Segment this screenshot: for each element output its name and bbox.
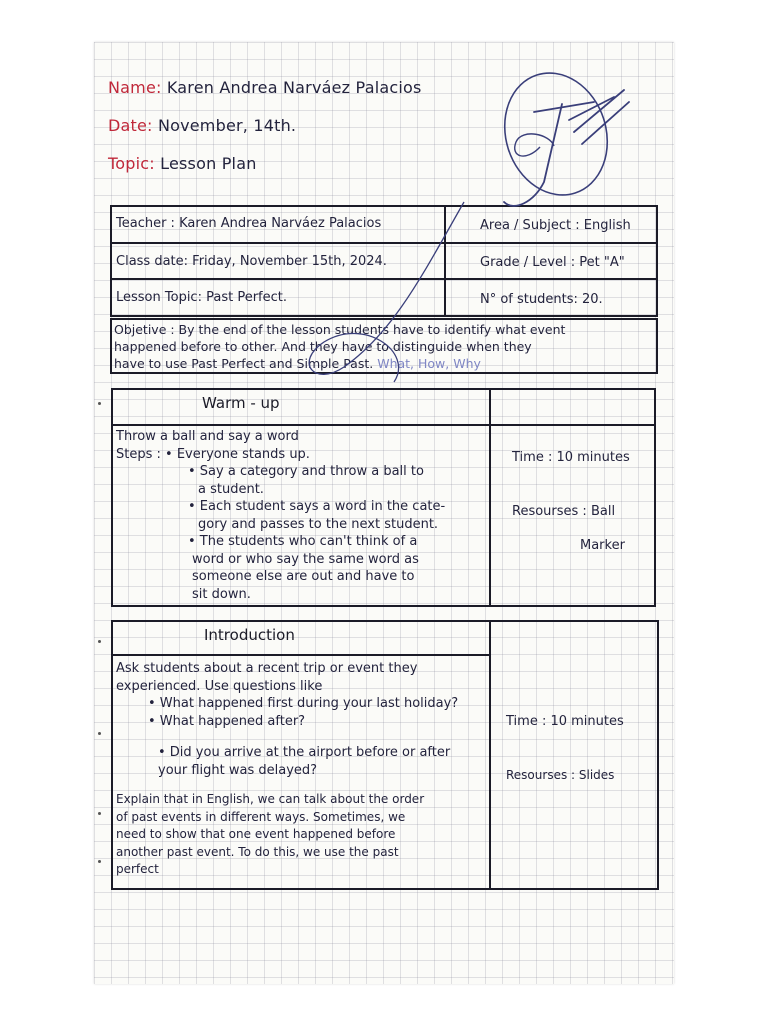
introduction-title: Introduction bbox=[204, 626, 295, 644]
warmup-line: • The students who can't think of a bbox=[188, 534, 418, 549]
notebook-page bbox=[94, 42, 674, 984]
objective-line: Objetive : By the end of the lesson students have to identify what event bbox=[114, 322, 566, 337]
name-line bbox=[108, 78, 422, 97]
date-value: November, 14th. bbox=[157, 116, 297, 135]
warmup-line: Steps : • Everyone stands up. bbox=[116, 446, 310, 462]
teacher-cell: Teacher : Karen Andrea Narváez Palacios bbox=[116, 216, 382, 231]
introduction-resources: Resourses : Slides bbox=[506, 768, 615, 782]
introduction-line: Ask students about a recent trip or event they bbox=[116, 661, 418, 676]
introduction-line: • What happened after? bbox=[148, 713, 306, 729]
date-label: Date: bbox=[108, 116, 153, 135]
objective-tail: What, How, Why bbox=[377, 356, 481, 371]
section-rule bbox=[111, 654, 491, 656]
students-cell: N° of students: 20. bbox=[480, 292, 603, 307]
section-rule bbox=[489, 620, 491, 890]
warmup-line: • Each student says a word in the cate- bbox=[188, 499, 446, 514]
warmup-line: gory and passes to the next student. bbox=[198, 516, 439, 532]
warmup-line: a student. bbox=[198, 481, 264, 497]
objective-line: happened before to other. And they have to distinguide when they bbox=[114, 339, 532, 354]
warmup-line: word or who say the same word as bbox=[192, 551, 419, 567]
lesson-topic-cell: Lesson Topic: Past Perfect. bbox=[116, 290, 287, 305]
introduction-time: Time : 10 minutes bbox=[506, 714, 624, 729]
section-rule bbox=[111, 424, 656, 426]
warmup-resources-2: Marker bbox=[580, 538, 625, 553]
introduction-line: need to show that one event happened before bbox=[116, 827, 396, 841]
warmup-steps bbox=[116, 428, 486, 603]
margin-dot bbox=[98, 812, 101, 815]
date-line bbox=[108, 116, 296, 135]
name-label: Name: bbox=[108, 78, 162, 97]
introduction-line: of past events in different ways. Sometimes, we bbox=[116, 809, 406, 824]
margin-dot bbox=[98, 640, 101, 643]
warmup-title: Warm - up bbox=[202, 394, 280, 412]
signature-tail bbox=[274, 192, 474, 392]
grade-cell: Grade / Level : Pet "A" bbox=[480, 255, 625, 270]
introduction-line: • Did you arrive at the airport before or after bbox=[158, 745, 451, 760]
margin-dot bbox=[98, 402, 101, 405]
introduction-line: your flight was delayed? bbox=[158, 762, 318, 778]
introduction-text bbox=[116, 660, 488, 879]
warmup-resources: Resourses : Ball bbox=[512, 504, 616, 519]
section-rule bbox=[489, 388, 491, 607]
class-date-cell: Class date: Friday, November 15th, 2024. bbox=[116, 254, 387, 269]
margin-dot bbox=[98, 860, 101, 863]
introduction-line bbox=[116, 779, 488, 791]
warmup-line: someone else are out and have to bbox=[192, 569, 415, 584]
topic-label: Topic: bbox=[108, 154, 155, 173]
introduction-line: • What happened first during your last holiday? bbox=[148, 696, 459, 711]
area-cell: Area / Subject : English bbox=[480, 218, 631, 233]
name-value: Karen Andrea Narváez Palacios bbox=[166, 78, 422, 97]
objective-line: have to use Past Perfect and Simple Past. bbox=[114, 356, 374, 371]
introduction-line: experienced. Use questions like bbox=[116, 678, 323, 694]
introduction-line: perfect bbox=[116, 862, 159, 876]
topic-value: Lesson Plan bbox=[160, 154, 257, 173]
signature-mark bbox=[474, 62, 654, 232]
introduction-line: Explain that in English, we can talk about the order bbox=[116, 792, 425, 806]
warmup-line: sit down. bbox=[192, 586, 251, 602]
introduction-line bbox=[116, 730, 488, 744]
warmup-line: Throw a ball and say a word bbox=[116, 429, 299, 444]
introduction-line: another past event. To do this, we use the past bbox=[116, 844, 399, 859]
warmup-line: • Say a category and throw a ball to bbox=[188, 464, 424, 479]
warmup-time: Time : 10 minutes bbox=[512, 450, 630, 465]
margin-dot bbox=[98, 732, 101, 735]
topic-line bbox=[108, 154, 257, 173]
